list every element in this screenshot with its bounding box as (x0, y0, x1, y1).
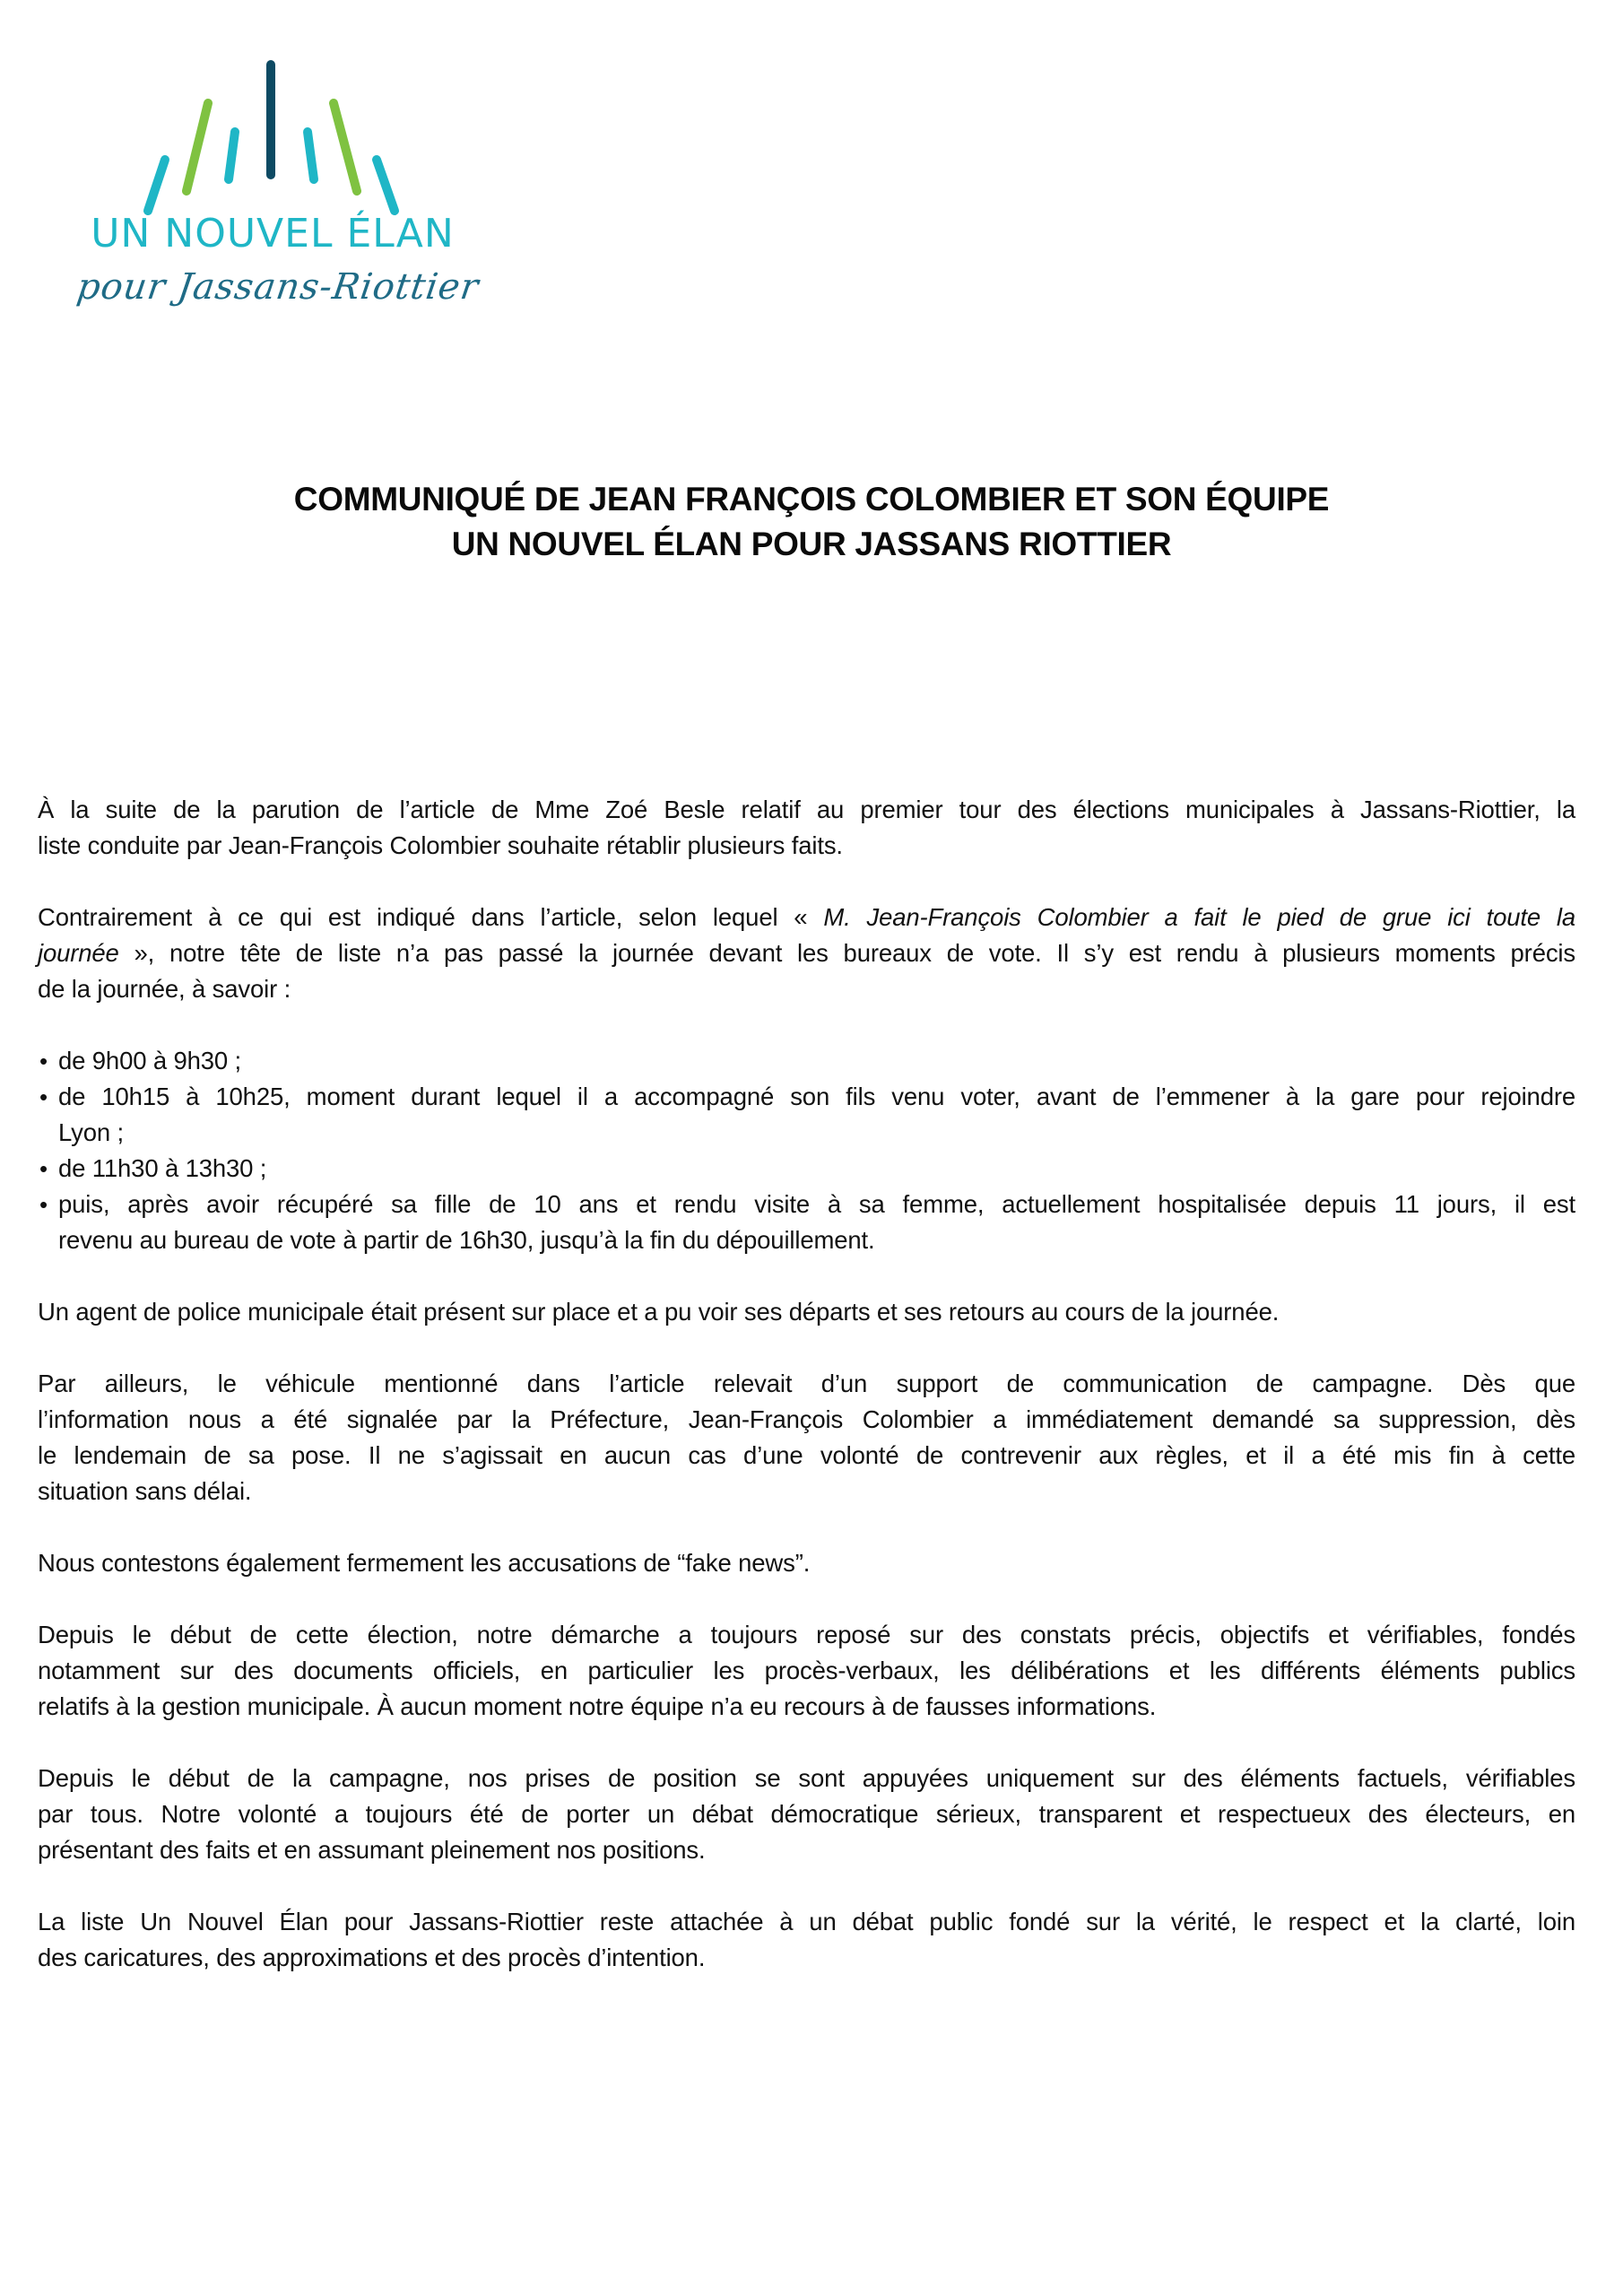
logo-ray-left-mid (187, 103, 208, 191)
list-item: puis, après avoir récupéré sa fille de 10 ans et rendu visite à sa femme, actuellement hospitalisée depuis 11 jours, il est (58, 1190, 1575, 1218)
paragraph-7-line: par tous. Notre volonté a toujours été de porter un débat démocratique sérieux, transparent et respectueux des électeurs, en (38, 1800, 1575, 1828)
paragraph-4-line: Par ailleurs, le véhicule mentionné dans l’article relevait d’un support de communication de campagne. Dès que (38, 1370, 1575, 1397)
campaign-logo (54, 45, 502, 350)
logo-ray-right-mid (334, 103, 357, 191)
paragraph-6-line: notamment sur des documents officiels, en particulier les procès-verbaux, les délibérations et les différents éléments publics (38, 1657, 1575, 1684)
page-title-line-1: COMMUNIQUÉ DE JEAN FRANÇOIS COLOMBIER ET SON ÉQUIPE (293, 481, 1330, 517)
paragraph-1-line: À la suite de la parution de l’article de Mme Zoé Besle relatif au premier tour des élections municipales à Jassans-Riottier, la (38, 796, 1575, 823)
logo-ray-left-outer (148, 160, 165, 211)
paragraph-5-line: Nous contestons également fermement les accusations de “fake news”. (38, 1549, 811, 1577)
list-item: de 11h30 à 13h30 ; (58, 1154, 267, 1182)
paragraph-4-line: situation sans délai. (38, 1477, 252, 1505)
logo-ray-right-outer (377, 160, 395, 211)
logo-ray-left-inner (229, 132, 235, 179)
bullet-icon: • (39, 1048, 48, 1074)
paragraph-4-line: l’information nous a été signalée par la Préfecture, Jean-François Colombier a immédiatement demandé sa suppression, dès (38, 1405, 1575, 1433)
bullet-icon: • (39, 1083, 48, 1110)
paragraph-4-line: le lendemain de sa pose. Il ne s’agissait en aucun cas d’une volonté de contrevenir aux règles, et il a été mis fin à cette (38, 1441, 1575, 1469)
paragraph-3-line: Un agent de police municipale était présent sur place et a pu voir ses départs et ses retours au cours de la journée. (38, 1298, 1280, 1326)
list-item: de 9h00 à 9h30 ; (58, 1047, 242, 1074)
paragraph-6-line: relatifs à la gestion municipale. À aucun moment notre équipe n’a eu recours à de fausses informations. (38, 1692, 1157, 1720)
paragraph-8-line: La liste Un Nouvel Élan pour Jassans-Riottier reste attachée à un débat public fondé sur la vérité, le respect et la clarté, loin (38, 1908, 1575, 1935)
logo-main-text: UN NOUVEL ÉLAN (91, 211, 455, 257)
paragraph-2-line (38, 900, 1575, 935)
list-item-continuation: Lyon ; (58, 1118, 124, 1146)
paragraph-2-text: Contrairement à ce qui est indiqué dans l’article, selon lequel « (38, 903, 824, 931)
bullet-icon: • (39, 1155, 48, 1182)
quote-text: journée (38, 939, 119, 967)
quote-text: M. Jean-François Colombier a fait le pied de grue ici toute la (823, 903, 1575, 931)
logo-script-text: pour Jassans-Riottier (74, 266, 482, 308)
page-title-line-2: UN NOUVEL ÉLAN POUR JASSANS RIOTTIER (451, 526, 1172, 562)
list-item-continuation: revenu au bureau de vote à partir de 16h30, jusqu’à la fin du dépouillement. (58, 1226, 875, 1254)
paragraph-2-line: de la journée, à savoir : (38, 975, 291, 1003)
paragraph-6-line: Depuis le début de cette élection, notre démarche a toujours reposé sur des constats précis, objectifs et vérifiables, fondés (38, 1621, 1575, 1648)
paragraph-2-line (38, 935, 1575, 971)
paragraph-2-text: », notre tête de liste n’a pas passé la journée devant les bureaux de vote. Il s’y est rendu à plusieurs moments précis (118, 939, 1575, 967)
list-item: de 10h15 à 10h25, moment durant lequel il a accompagné son fils venu voter, avant de l’emmener à la gare pour rejoindre (58, 1083, 1575, 1110)
paragraph-8-line: des caricatures, des approximations et des procès d’intention. (38, 1944, 706, 1971)
paragraph-7-line: Depuis le début de la campagne, nos prises de position se sont appuyées uniquement sur des éléments factuels, vérifiables (38, 1764, 1575, 1792)
paragraph-1-line: liste conduite par Jean-François Colombier souhaite rétablir plusieurs faits. (38, 831, 843, 859)
bullet-icon: • (39, 1191, 48, 1218)
logo-ray-right-inner (308, 132, 314, 179)
paragraph-7-line: présentant des faits et en assumant pleinement nos positions. (38, 1836, 706, 1864)
